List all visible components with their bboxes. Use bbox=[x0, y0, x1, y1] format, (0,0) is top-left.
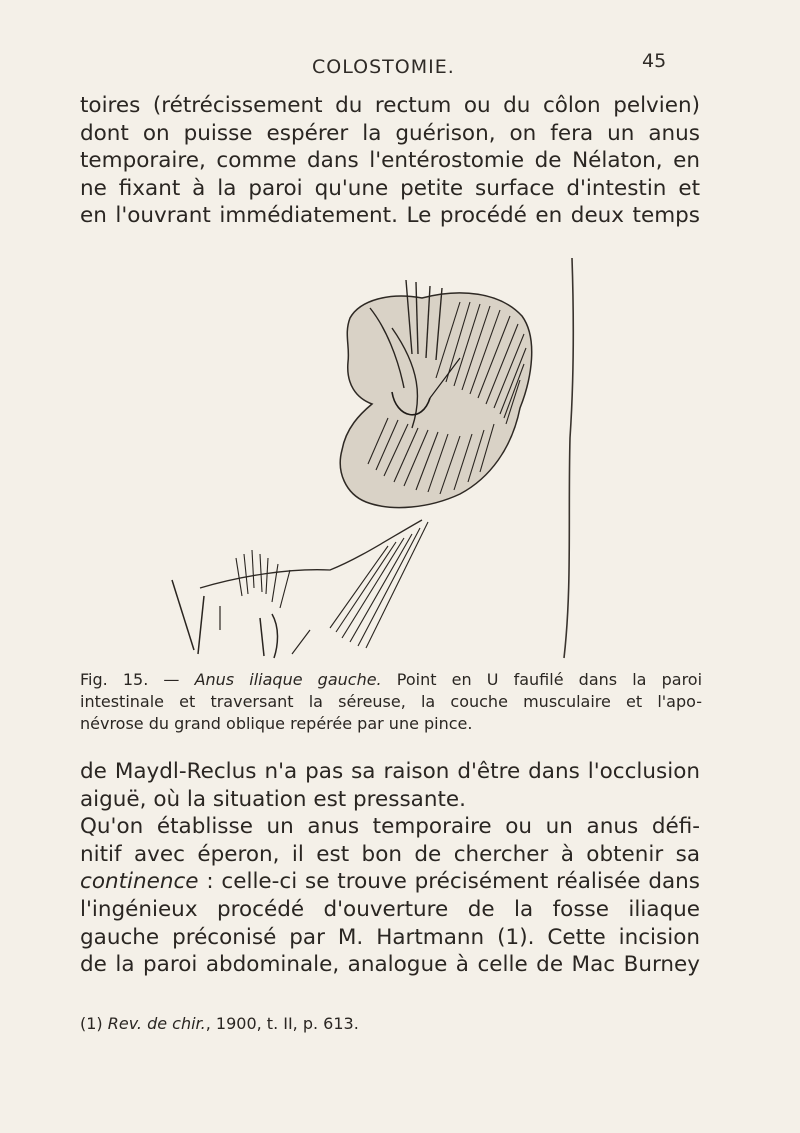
caption-line: névrose du grand oblique repérée par une pince. bbox=[80, 714, 473, 733]
text-line bbox=[80, 868, 700, 896]
text-line: Qu'on établisse un anus temporaire ou un anus défi- bbox=[80, 814, 700, 840]
caption-text: Point en U faufilé dans la paroi bbox=[396, 670, 703, 689]
figure-title: Anus iliaque gauche. bbox=[194, 670, 382, 689]
top-paragraph bbox=[80, 92, 700, 230]
figure-caption bbox=[80, 669, 702, 735]
caption-line: intestinale et traversant la séreuse, la couche musculaire et l'apo- bbox=[80, 692, 702, 711]
text-line: dont on puisse espérer la guérison, on fera un anus bbox=[80, 120, 700, 146]
text-line: nitif avec éperon, il est bon de chercher à obtenir sa bbox=[80, 841, 700, 867]
footnote-marker: (1) bbox=[80, 1014, 103, 1033]
bottom-paragraph bbox=[80, 758, 700, 979]
text-line: l'ingénieux procédé d'ouverture de la fosse iliaque bbox=[80, 896, 700, 922]
text-line: en l'ouvrant immédiatement. Le procédé en deux temps bbox=[80, 203, 700, 229]
figure-label: Fig. 15. — bbox=[80, 670, 180, 689]
illustration-drawing bbox=[160, 258, 590, 663]
italic-term: continence bbox=[80, 869, 199, 895]
footnote-source: Rev. de chir. bbox=[107, 1014, 206, 1033]
text-line: gauche préconisé par M. Hartmann (1). Cette incision bbox=[80, 924, 700, 950]
text-line: de la paroi abdominale, analogue à celle de Mac Burney bbox=[80, 952, 700, 978]
running-title: COLOSTOMIE. bbox=[312, 56, 455, 78]
footnote-details: , 1900, t. II, p. 613. bbox=[205, 1014, 359, 1033]
caption-line bbox=[80, 669, 702, 691]
text-line: toires (rétrécissement du rectum ou du côlon pelvien) bbox=[80, 93, 700, 118]
footnote bbox=[80, 1014, 700, 1033]
page-number: 45 bbox=[642, 50, 667, 72]
text-line: ne fixant à la paroi qu'une petite surface d'intestin et bbox=[80, 175, 700, 201]
running-head bbox=[0, 50, 800, 86]
text-line: de Maydl-Reclus n'a pas sa raison d'être dans l'occlusion bbox=[80, 759, 700, 784]
text-fragment: : celle-ci se trouve précisément réalisée dans bbox=[198, 869, 700, 895]
anatomical-illustration bbox=[160, 258, 590, 663]
text-line: temporaire, comme dans l'entérostomie de Nélaton, en bbox=[80, 148, 700, 174]
text-line: aiguë, où la situation est pressante. bbox=[80, 786, 466, 812]
